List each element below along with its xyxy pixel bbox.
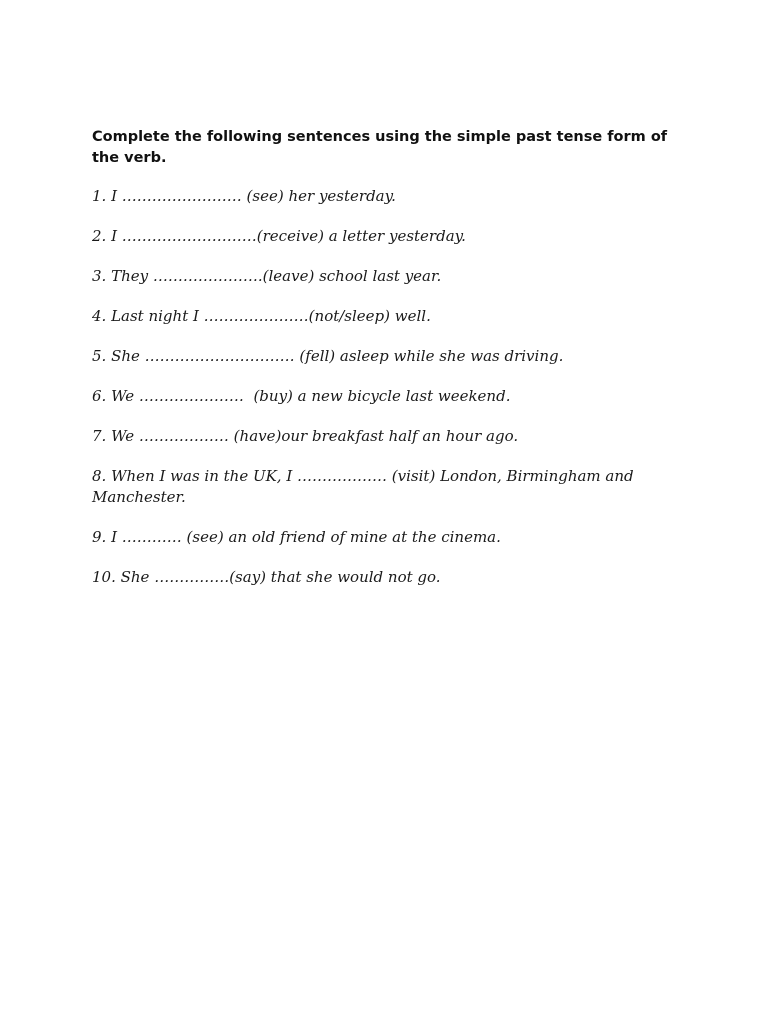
exercise-item-5: 5. She ………………………… (fell) asleep while she was driving. [92, 347, 564, 365]
exercise-item-1: 1. I …………………… (see) her yesterday. [92, 187, 396, 205]
exercise-item-9: 9. I ………… (see) an old friend of mine at the cinema. [92, 528, 501, 546]
instructions-heading: Complete the following sentences using the simple past tense form of the verb. [92, 129, 668, 166]
exercise-item-4: 4. Last night I …………………(not/sleep) well. [92, 307, 431, 325]
exercise-item-10: 10. She ……………(say) that she would not go. [92, 568, 441, 586]
exercise-item-7: 7. We ……………… (have)our breakfast half an hour ago. [92, 427, 519, 445]
exercise-list [92, 186, 692, 607]
exercise-item-2: 2. I ………………………(receive) a letter yesterday. [92, 227, 466, 245]
exercise-item-8: 8. When I was in the UK, I ……………… (visit) London, Birmingham and Manchester. [92, 467, 639, 506]
exercise-item-3: 3. They ………………….(leave) school last year. [92, 267, 442, 285]
exercise-item-6: 6. We ………………… (buy) a new bicycle last weekend. [92, 387, 511, 405]
